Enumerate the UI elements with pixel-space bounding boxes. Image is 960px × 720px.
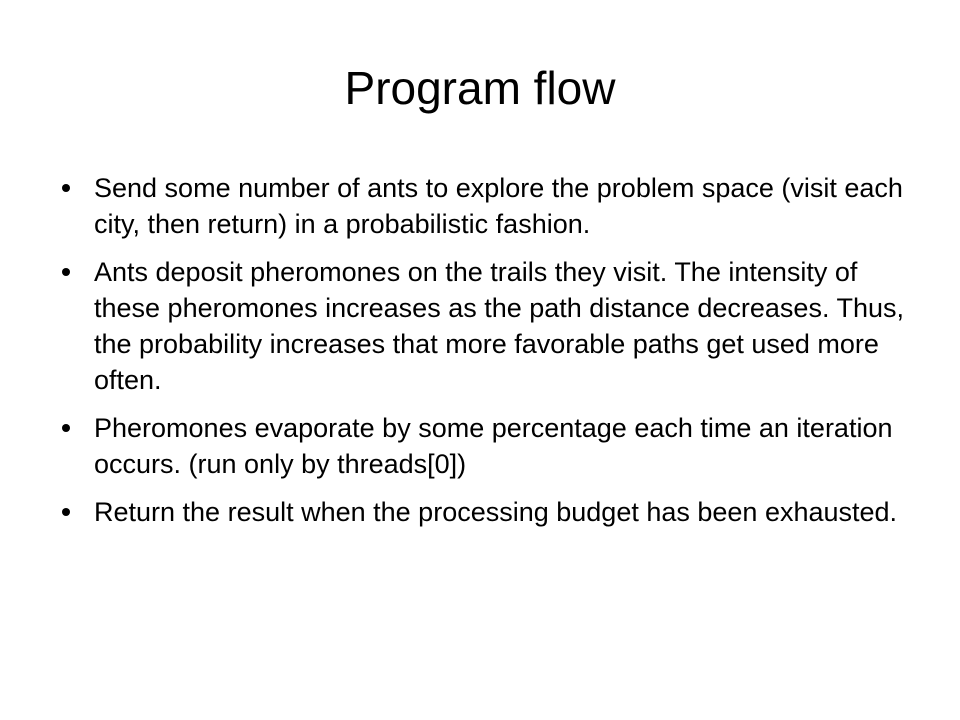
- bullet-text: Pheromones evaporate by some percentage each time an iteration occurs. (run only by threads[0]): [94, 413, 893, 479]
- bullet-text: Send some number of ants to explore the problem space (visit each city, then return) in a probabilistic fashion.: [94, 173, 903, 239]
- bullet-item: [56, 170, 916, 242]
- bullet-dot-icon: [62, 268, 70, 276]
- bullet-item: [56, 410, 916, 482]
- bullet-item: [56, 494, 916, 530]
- bullet-list: [56, 170, 916, 542]
- bullet-text: Ants deposit pheromones on the trails they visit. The intensity of these pheromones increases as the path distance decreases. Thus, the probability increases that more favorable paths get used more often.: [94, 257, 904, 395]
- bullet-text: Return the result when the processing budget has been exhausted.: [94, 497, 898, 527]
- slide-title: Program flow: [344, 62, 616, 114]
- bullet-dot-icon: [62, 424, 70, 432]
- bullet-dot-icon: [62, 508, 70, 516]
- bullet-item: [56, 254, 916, 398]
- bullet-dot-icon: [62, 184, 70, 192]
